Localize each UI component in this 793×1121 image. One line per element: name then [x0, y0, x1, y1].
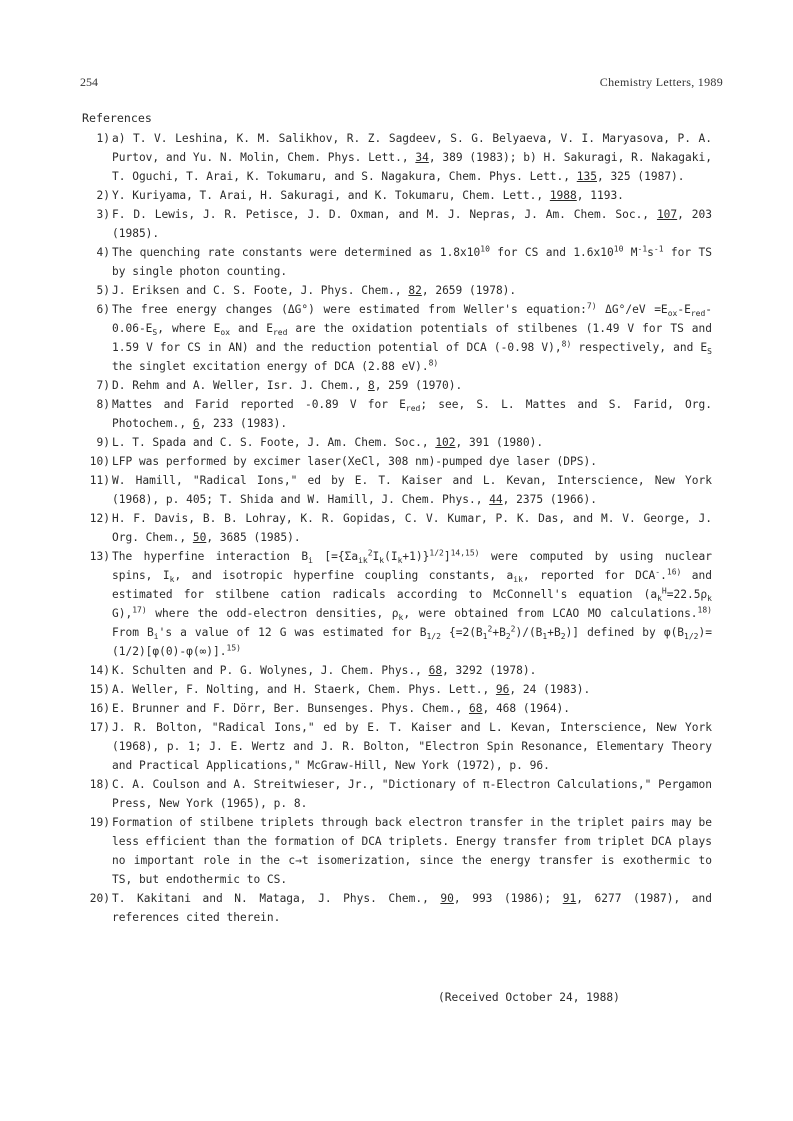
reference-text: L. T. Spada and C. S. Foote, J. Am. Chem. Soc., 102, 391 (1980).	[112, 436, 544, 449]
reference-number: 3)	[96, 208, 110, 221]
references-heading: References	[82, 111, 152, 125]
reference-number: 12)	[89, 512, 110, 525]
received-date: (Received October 24, 1988)	[438, 991, 620, 1004]
reference-number: 2)	[96, 189, 110, 202]
reference-number: 1)	[96, 132, 110, 145]
reference-text: a) T. V. Leshina, K. M. Salikhov, R. Z. Sagdeev, S. G. Belyaeva, V. I. Maryasova, P. A. Purtov, and Yu. N. Molin, Chem. Phys. Lett., 34, 389 (1983); b) H. Sakuragi, R. Nakagaki, T. Oguchi, T. Arai, K. Tokumaru, and S. Nagakura, Chem. Phys. Lett., 135, 325 (1987).	[112, 132, 712, 183]
reference-number: 16)	[89, 702, 110, 715]
reference-item	[0, 699, 712, 718]
reference-text: A. Weller, F. Nolting, and H. Staerk, Chem. Phys. Lett., 96, 24 (1983).	[112, 683, 591, 696]
reference-number: 4)	[96, 246, 110, 259]
reference-item	[0, 281, 712, 300]
reference-text: Y. Kuriyama, T. Arai, H. Sakuragi, and K. Tokumaru, Chem. Lett., 1988, 1193.	[112, 189, 624, 202]
reference-item	[0, 509, 712, 547]
reference-item	[0, 395, 712, 433]
reference-text: J. Eriksen and C. S. Foote, J. Phys. Chem., 82, 2659 (1978).	[112, 284, 517, 297]
reference-text: J. R. Bolton, "Radical Ions," ed by E. T. Kaiser and L. Kevan, Interscience, New York (1968), p. 1; J. E. Wertz and J. R. Bolton, "Electron Spin Resonance, Elementary Theory and Practical Applications," McGraw-Hill, New York (1972), p. 96.	[112, 721, 712, 772]
reference-number: 8)	[96, 398, 110, 411]
reference-text: F. D. Lewis, J. R. Petisce, J. D. Oxman, and M. J. Nepras, J. Am. Chem. Soc., 107, 203 (1985).	[112, 208, 712, 240]
reference-text: D. Rehm and A. Weller, Isr. J. Chem., 8, 259 (1970).	[112, 379, 463, 392]
reference-text: W. Hamill, "Radical Ions," ed by E. T. Kaiser and L. Kevan, Interscience, New York (1968), p. 405; T. Shida and W. Hamill, J. Chem. Phys., 44, 2375 (1966).	[112, 474, 712, 506]
running-header: Chemistry Letters, 1989	[599, 75, 723, 89]
reference-number: 17)	[89, 721, 110, 734]
reference-list	[0, 129, 793, 927]
reference-text: LFP was performed by excimer laser(XeCl, 308 nm)-pumped dye laser (DPS).	[112, 455, 597, 468]
reference-number: 13)	[89, 550, 110, 563]
reference-number: 10)	[89, 455, 110, 468]
reference-text: K. Schulten and P. G. Wolynes, J. Chem. Phys., 68, 3292 (1978).	[112, 664, 537, 677]
reference-item	[0, 129, 712, 186]
reference-item	[0, 547, 712, 661]
reference-item	[0, 680, 712, 699]
reference-text: Formation of stilbene triplets through back electron transfer in the triplet pairs may be less efficient than the formation of DCA triplets. Energy transfer from triplet DCA plays no important role in the c→t isomerization, since the energy transfer is exothermic to TS, but endothermic to CS.	[112, 816, 712, 886]
reference-item	[0, 452, 712, 471]
reference-number: 9)	[96, 436, 110, 449]
reference-number: 6)	[96, 303, 110, 316]
reference-text: T. Kakitani and N. Mataga, J. Phys. Chem., 90, 993 (1986); 91, 6277 (1987), and references cited therein.	[112, 892, 712, 924]
reference-item	[0, 889, 712, 927]
reference-item	[0, 471, 712, 509]
reference-item	[0, 186, 712, 205]
reference-text: C. A. Coulson and A. Streitwieser, Jr., "Dictionary of π-Electron Calculations," Pergamon Press, New York (1965), p. 8.	[112, 778, 712, 810]
reference-number: 15)	[89, 683, 110, 696]
reference-number: 18)	[89, 778, 110, 791]
page-number: 254	[80, 75, 98, 89]
reference-item	[0, 243, 712, 281]
reference-item	[0, 718, 712, 775]
reference-number: 5)	[96, 284, 110, 297]
reference-text: The quenching rate constants were determined as $1.8x10^{10}$ for CS and $1.6x10^{10}$ $M^{-1}s^{-1}$ for TS by single photon counting.	[112, 244, 712, 278]
reference-text: E. Brunner and F. Dörr, Ber. Bunsenges. Phys. Chem., 68, 468 (1964).	[112, 702, 571, 715]
reference-item	[0, 661, 712, 680]
reference-number: 11)	[89, 474, 110, 487]
reference-item	[0, 300, 712, 376]
reference-text: The free energy changes (ΔG°) were estimated from Weller's equation:$^{7)}$ $\Delta G^\circ/eV =E_{ox}-E_{red}-0.06-E_S$, where $E_{ox}$ and $E_{red}$ are the oxidation potentials of stilbenes (1.49 V for TS and 1.59 V for CS in AN) and the reduction potential of DCA (-0.98 V),$^{8)}$ respectively, and $E_S$ the singlet excitation energy of DCA (2.88 eV).$^{8)}$	[112, 301, 713, 373]
reference-number: 19)	[89, 816, 110, 829]
reference-number: 14)	[89, 664, 110, 677]
reference-item	[0, 376, 712, 395]
reference-text: H. F. Davis, B. B. Lohray, K. R. Gopidas, C. V. Kumar, P. K. Das, and M. V. George, J. Org. Chem., 50, 3685 (1985).	[112, 512, 712, 544]
reference-item	[0, 813, 712, 889]
reference-item	[0, 433, 712, 452]
reference-text: The hyperfine interaction $B_i$ $[=\{\Sigma a_{ik}^2I_k(I_k+1)\}^{1/2}]^{14,15)}$ were computed by using nuclear spins, $I_k$, and isotropic hyperfine coupling constants, $a_{ik}$, reported for DCA-.$^{16)}$ and estimated for stilbene cation radicals according to McConnell's equation ($a_k^H=22.5\rho_k$ G),$^{17)}$ where the odd-electron densities, $\rho_k$, were obtained from LCAO MO calculations.$^{18)}$ From $B_i's$ a value of 12 G was estimated for $B_{1/2}$ $\{=2(B_1^2+B_2^2)/(B_1+B_2)]$ defined by $\varphi(B_{1/2})=(1/2)[\varphi(0)-\varphi(\infty)].^{15)}$	[112, 548, 712, 658]
reference-item	[0, 205, 712, 243]
reference-item	[0, 775, 712, 813]
reference-number: 20)	[89, 892, 110, 905]
reference-number: 7)	[96, 379, 110, 392]
reference-text: Mattes and Farid reported -0.89 V for $E_{red}$; see, S. L. Mattes and S. Farid, Org. Photochem., 6, 233 (1983).	[112, 398, 712, 430]
